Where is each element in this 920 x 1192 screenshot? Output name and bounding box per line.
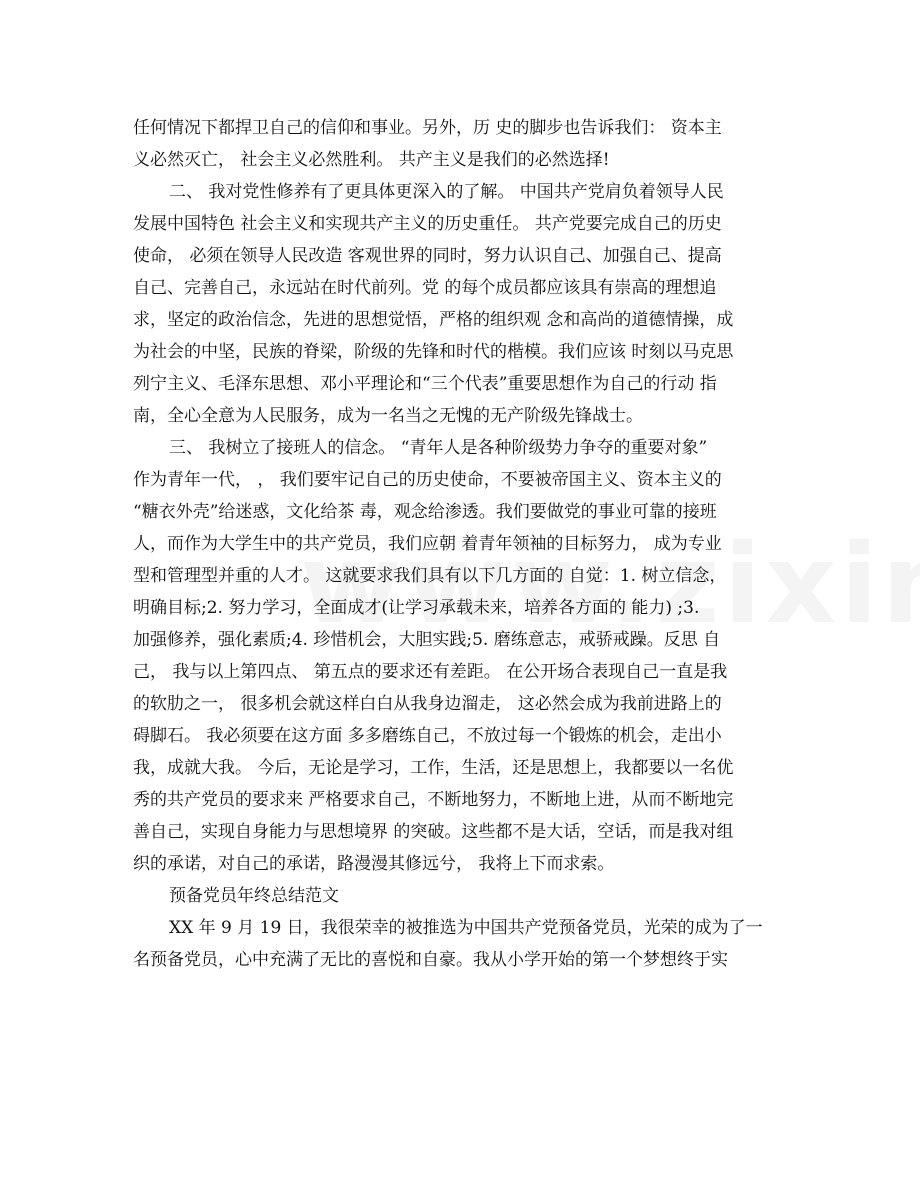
text-line: 织的承诺，对自己的承诺，路漫漫其修远兮， 我将上下而求索。 xyxy=(133,854,615,874)
text-line: 使命， 必须在领导人民改造 客观世界的同时，努力认识自己、加强自己、提高 xyxy=(133,246,722,266)
text-line: 型和管理型并重的人才。 这就要求我们具有以下几方面的 自觉：1. 树立信念， xyxy=(133,566,727,586)
text-line: 三、 我树立了接班人的信念。 “青年人是各种阶级势力争夺的重要对象” xyxy=(169,438,708,458)
text-line: 求，坚定的政治信念，先进的思想觉悟，严格的组织观 念和高尚的道德情操，成 xyxy=(133,310,734,330)
text-line: 南，全心全意为人民服务，成为一名当之无愧的无产阶级先锋战士。 xyxy=(133,406,643,426)
text-line: 列宁主义、毛泽东思想、邓小平理论和“三个代表”重要思想作为自己的行动 指 xyxy=(133,374,717,394)
text-line: 二、 我对党性修养有了更具体更深入的了解。 中国共产党肩负着领导人民 xyxy=(169,182,724,202)
text-line: 加强修养，强化素质;4. 珍惜机会，大胆实践;5. 磨练意志，戒骄戒躁。反思 自 xyxy=(133,630,721,650)
text-line: 自己、完善自己，永远站在时代前列。党 的每个成员都应该具有崇高的理想追 xyxy=(133,278,717,298)
text-line: 善自己，实现自身能力与思想境界 的突破。这些都不是大话，空话，而是我对组 xyxy=(133,822,734,842)
text-line: 明确目标;2. 努力学习，全面成才(让学习承载未来，培养各方面的 能力) ;3. xyxy=(133,598,700,618)
text-line: 义必然灭亡， 社会主义必然胜利。 共产主义是我们的必然选择! xyxy=(133,150,610,170)
text-line: 预备党员年终总结范文 xyxy=(169,886,339,906)
text-line: 名预备党员，心中充满了无比的喜悦和自豪。我从小学开始的第一个梦想终于实 xyxy=(133,950,728,970)
text-line: 碍脚石。 我必须要在这方面 多多磨练自己，不放过每一个锻炼的机会，走出小 xyxy=(133,726,722,746)
text-line: 秀的共产党员的要求来 严格要求自己，不断地努力，不断地上进，从而不断地完 xyxy=(133,790,734,810)
text-line: 作为青年一代， ， 我们要牢记自己的历史使命，不要被帝国主义、资本主义的 xyxy=(133,470,722,490)
text-line: 我，成就大我。 今后，无论是学习，工作，生活，还是思想上，我都要以一名优 xyxy=(133,758,734,778)
text-line: XX 年 9 月 19 日，我很荣幸的被推选为中国共产党预备党员，光荣的成为了一 xyxy=(169,918,763,938)
text-line: 人，而作为大学生中的共产党员，我们应朝 着青年领袖的目标努力， 成为专业 xyxy=(133,534,722,554)
text-line: 发展中国特色 社会主义和实现共产主义的历史重任。 共产党要完成自己的历史 xyxy=(133,214,722,234)
text-line: 任何情况下都捍卫自己的信仰和事业。另外，历 史的脚步也告诉我们： 资本主 xyxy=(133,118,722,138)
text-line: 为社会的中坚，民族的脊梁，阶级的先锋和时代的楷模。我们应该 时刻以马克思 xyxy=(133,342,734,362)
document-body xyxy=(133,112,793,976)
text-line: 的软肋之一， 很多机会就这样白白从我身边溜走， 这必然会成为我前进路上的 xyxy=(133,694,722,714)
text-line: 己， 我与以上第四点、 第五点的要求还有差距。 在公开场合表现自己一直是我 xyxy=(133,662,728,682)
text-line: “糖衣外壳”给迷惑，文化给茶 毒，观念给渗透。我们要做党的事业可靠的接班 xyxy=(133,502,717,522)
